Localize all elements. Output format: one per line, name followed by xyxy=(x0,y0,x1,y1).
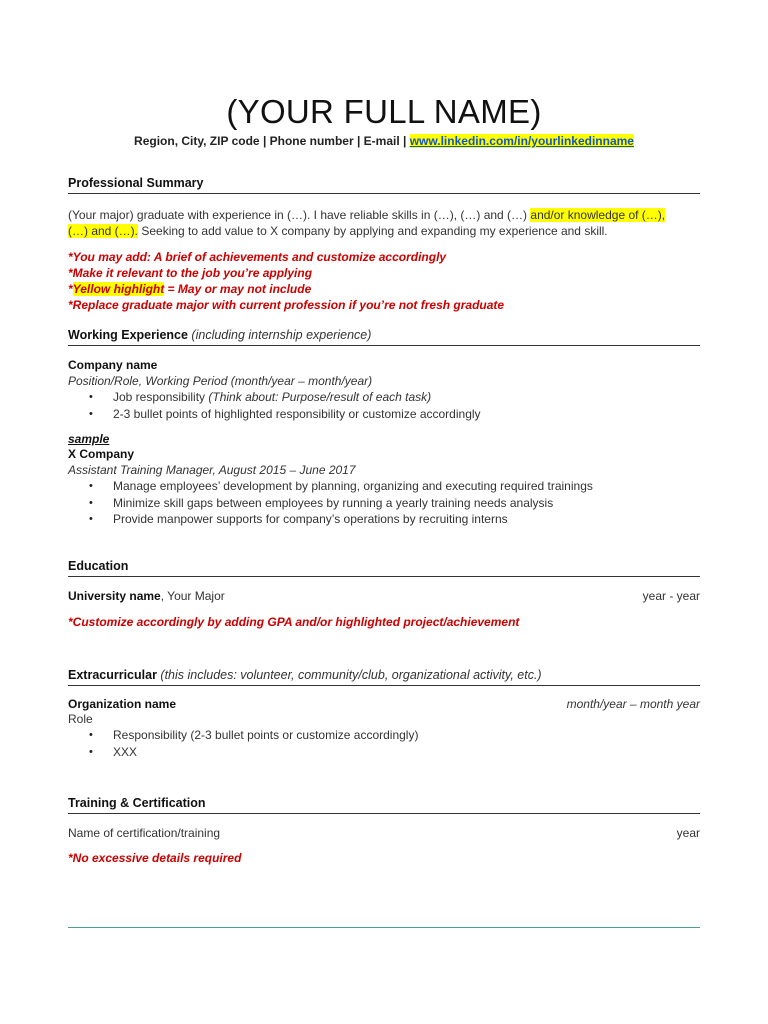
training-year: year xyxy=(676,826,700,840)
footer-divider xyxy=(68,927,700,928)
contact-line xyxy=(0,134,768,148)
summary-text xyxy=(68,207,700,239)
education-years: year - year xyxy=(642,589,700,603)
extracurricular-bullets xyxy=(68,727,700,760)
organization-role: Role xyxy=(68,712,93,726)
university-name: University name xyxy=(68,589,161,603)
list-item: • Responsibility (2-3 bullet points or customize accordingly) xyxy=(113,727,700,744)
summary-highlight-a: and/or knowledge of (…), xyxy=(530,208,666,222)
organization-period: month/year – month year xyxy=(566,697,700,711)
summary-note-2: *Make it relevant to the job you’re applying xyxy=(68,266,313,280)
responsibility-list xyxy=(68,389,700,422)
sample-position: Assistant Training Manager, August 2015 – June 2017 xyxy=(68,463,356,477)
summary-note-3 xyxy=(68,281,700,297)
summary-section xyxy=(68,176,700,313)
list-item xyxy=(113,389,700,406)
list-item: • Manage employees’ development by planning, organizing and executing required trainings xyxy=(113,478,700,495)
sample-company: X Company xyxy=(68,447,135,461)
linkedin-link[interactable]: www.linkedin.com/in/yourlinkedinname xyxy=(409,134,634,148)
summary-title: Professional Summary xyxy=(68,176,700,194)
list-item: • 2-3 bullet points of highlighted responsibility or customize accordingly xyxy=(113,406,700,423)
company-name: Company name xyxy=(68,358,158,372)
education-note: *Customize accordingly by adding GPA and/or highlighted project/achievement xyxy=(68,615,520,629)
extracurricular-title xyxy=(68,668,700,686)
summary-note-4: *Replace graduate major with current profession if you’re not fresh graduate xyxy=(68,298,505,312)
sample-bullet-list xyxy=(68,478,700,528)
contact-text: Region, City, ZIP code | Phone number | E-mail | xyxy=(134,134,410,148)
experience-title xyxy=(68,328,700,346)
note3-rest: = May or may not include xyxy=(164,282,312,296)
note3-highlight: Yellow highlight xyxy=(72,282,165,296)
experience-section xyxy=(68,328,700,528)
extracurricular-section xyxy=(68,668,700,760)
list-item: • Minimize skill gaps between employees by running a yearly training needs analysis xyxy=(113,495,700,512)
full-name-heading: (YOUR FULL NAME) xyxy=(226,93,542,130)
training-item: Name of certification/training xyxy=(68,826,221,840)
experience-title-text: Working Experience xyxy=(68,328,188,342)
training-row xyxy=(68,826,700,840)
education-title: Education xyxy=(68,559,700,577)
extracurricular-title-note: (this includes: volunteer, community/club, organizational activity, etc.) xyxy=(156,668,542,682)
training-title: Training & Certification xyxy=(68,796,700,814)
summary-text-a: (Your major) graduate with experience in (…). I have reliable skills in (…), (…) and (…) xyxy=(68,208,531,222)
note3-star: * xyxy=(68,282,73,296)
education-entry xyxy=(68,589,225,603)
summary-notes xyxy=(68,249,700,313)
bullet1-italic: (Think about: Purpose/result of each task) xyxy=(208,390,432,404)
education-row xyxy=(68,589,700,603)
sample-label: sample xyxy=(68,432,110,446)
education-section xyxy=(68,559,700,630)
summary-note-1: *You may add: A brief of achievements and customize accordingly xyxy=(68,250,447,264)
list-item: • Provide manpower supports for company’s operations by recruiting interns xyxy=(113,511,700,528)
training-note: *No excessive details required xyxy=(68,851,242,865)
list-item: • XXX xyxy=(113,744,700,761)
extracurricular-title-text: Extracurricular xyxy=(68,668,157,682)
organization-row xyxy=(68,697,700,711)
bullet1-text: Job responsibility xyxy=(113,390,209,404)
education-major: , Your Major xyxy=(160,589,225,603)
organization-name: Organization name xyxy=(68,697,177,711)
summary-text-b: Seeking to add value to X company by applying and expanding my experience and skill. xyxy=(138,224,608,238)
experience-title-note: (including internship experience) xyxy=(187,328,372,342)
position-line: Position/Role, Working Period (month/year – month/year) xyxy=(68,374,373,388)
summary-highlight-b: (…) and (…). xyxy=(68,224,139,238)
training-section xyxy=(68,796,700,866)
